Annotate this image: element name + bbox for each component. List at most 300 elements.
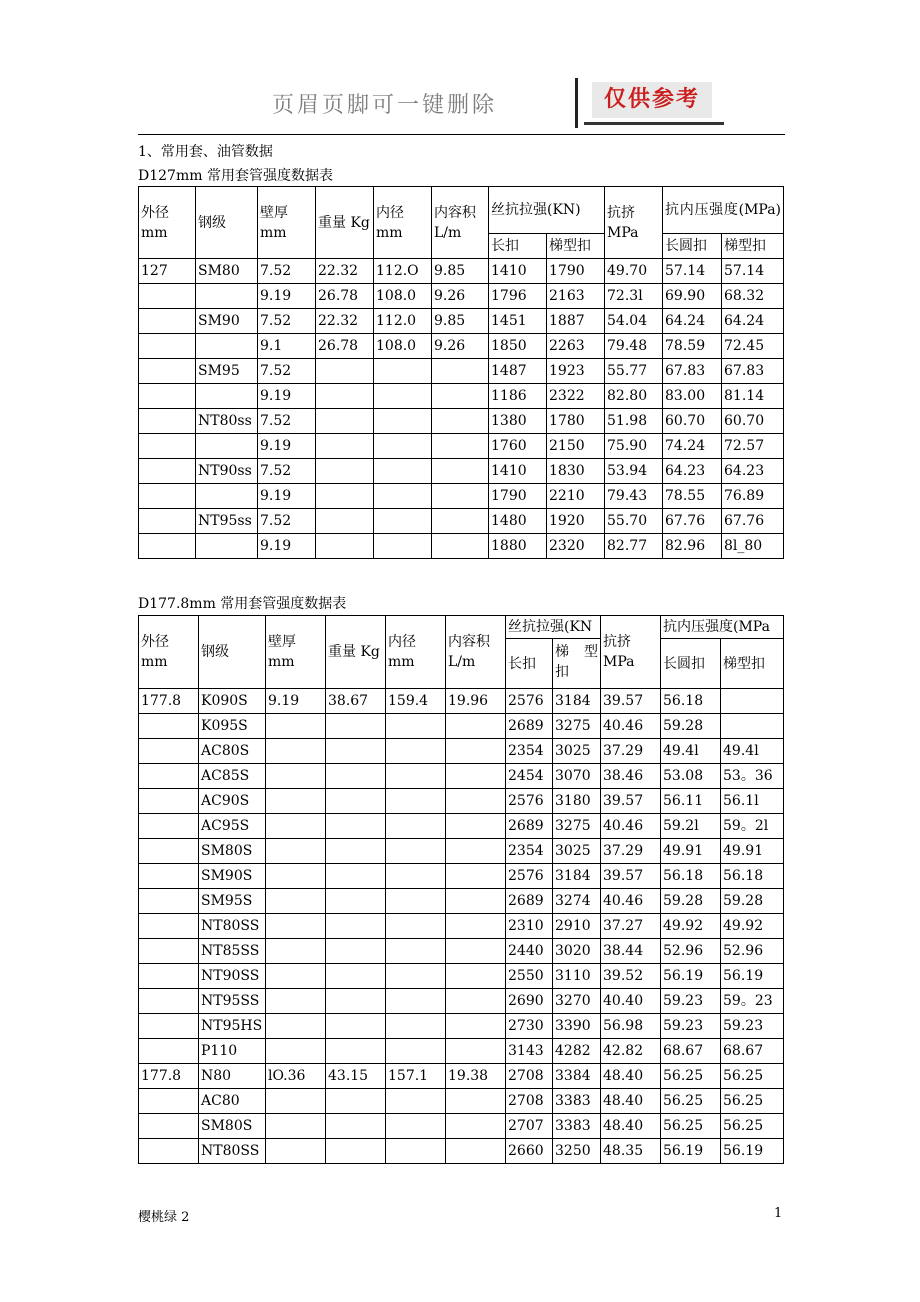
- cell-capacity: 19.96: [446, 689, 506, 714]
- cell-tensile-long: 2708: [506, 1089, 553, 1114]
- cell-od: [139, 814, 199, 839]
- cell-tensile-buttress: 3275: [553, 814, 601, 839]
- header-id: 内径 mm: [386, 616, 446, 689]
- cell-od: [139, 509, 196, 534]
- cell-tensile-long: 2454: [506, 764, 553, 789]
- cell-inner-diameter: [386, 914, 446, 939]
- cell-grade: NT90SS: [199, 964, 266, 989]
- table-row: [139, 889, 784, 914]
- table-row: [139, 1014, 784, 1039]
- cell-capacity: [432, 434, 489, 459]
- cell-wall: 7.52: [258, 459, 316, 484]
- cell-inner-diameter: [386, 714, 446, 739]
- cell-wall: 7.52: [258, 259, 316, 284]
- cell-burst-long-round: 59.23: [661, 1014, 721, 1039]
- cell-tensile-long: 2354: [506, 739, 553, 764]
- cell-collapse: 54.04: [605, 309, 663, 334]
- cell-od: [139, 309, 196, 334]
- cell-tensile-long: 1451: [489, 309, 547, 334]
- header-grade: 钢级: [199, 616, 266, 689]
- cell-tensile-buttress: 1923: [547, 359, 605, 384]
- cell-weight: 43.15: [326, 1064, 386, 1089]
- stamp-underline: [584, 122, 724, 125]
- table-row: [139, 259, 784, 284]
- cell-grade: [196, 384, 258, 409]
- header-divider: [575, 78, 578, 128]
- cell-burst-buttress: 8l_80: [722, 534, 784, 559]
- casing-strength-table-d177-8: [138, 615, 784, 1164]
- cell-od: 177.8: [139, 689, 199, 714]
- cell-burst-long-round: 68.67: [661, 1039, 721, 1064]
- cell-inner-diameter: [386, 1039, 446, 1064]
- cell-tensile-long: 2310: [506, 914, 553, 939]
- cell-wall: [266, 1014, 326, 1039]
- table-row: [139, 864, 784, 889]
- cell-wall: 7.52: [258, 359, 316, 384]
- cell-inner-diameter: [386, 739, 446, 764]
- cell-inner-diameter: [386, 839, 446, 864]
- cell-capacity: 9.85: [432, 259, 489, 284]
- cell-burst-buttress: 56.25: [721, 1064, 784, 1089]
- table-row: [139, 714, 784, 739]
- cell-tensile-buttress: 1780: [547, 409, 605, 434]
- cell-wall: [266, 839, 326, 864]
- header-wall: 壁厚 mm: [258, 187, 316, 259]
- cell-wall: [266, 1139, 326, 1164]
- cell-weight: [316, 534, 374, 559]
- cell-wall: [266, 789, 326, 814]
- table-row: [139, 359, 784, 384]
- cell-grade: SM95: [196, 359, 258, 384]
- cell-grade: SM80: [196, 259, 258, 284]
- cell-collapse: 48.40: [601, 1064, 661, 1089]
- cell-inner-diameter: [386, 1014, 446, 1039]
- cell-od: [139, 334, 196, 359]
- cell-burst-long-round: 59.28: [661, 889, 721, 914]
- cell-capacity: 19.38: [446, 1064, 506, 1089]
- header-tensile: 丝抗拉强(KN: [506, 616, 601, 639]
- cell-burst-buttress: 81.14: [722, 384, 784, 409]
- cell-burst-long-round: 56.18: [661, 689, 721, 714]
- cell-inner-diameter: [386, 989, 446, 1014]
- cell-weight: [316, 459, 374, 484]
- cell-burst-buttress: 72.45: [722, 334, 784, 359]
- cell-wall: [266, 914, 326, 939]
- casing-strength-table-d127: [138, 186, 784, 559]
- cell-inner-diameter: [386, 939, 446, 964]
- table-row: [139, 1039, 784, 1064]
- cell-tensile-long: 3143: [506, 1039, 553, 1064]
- table-row: [139, 939, 784, 964]
- header-grade: 钢级: [196, 187, 258, 259]
- cell-wall: 7.52: [258, 309, 316, 334]
- table-row: [139, 509, 784, 534]
- cell-tensile-buttress: 1887: [547, 309, 605, 334]
- cell-wall: 9.1: [258, 334, 316, 359]
- cell-tensile-long: 1480: [489, 509, 547, 534]
- cell-weight: [326, 964, 386, 989]
- cell-grade: AC90S: [199, 789, 266, 814]
- cell-tensile-long: 2689: [506, 889, 553, 914]
- cell-tensile-long: 2660: [506, 1139, 553, 1164]
- cell-capacity: [432, 534, 489, 559]
- cell-od: [139, 839, 199, 864]
- cell-tensile-long: 1380: [489, 409, 547, 434]
- cell-burst-buttress: 52.96: [721, 939, 784, 964]
- table-row: [139, 284, 784, 309]
- cell-weight: 22.32: [316, 309, 374, 334]
- cell-burst-buttress: 59.28: [721, 889, 784, 914]
- cell-collapse: 40.46: [601, 889, 661, 914]
- cell-burst-long-round: 56.25: [661, 1089, 721, 1114]
- cell-wall: 7.52: [258, 409, 316, 434]
- cell-burst-buttress: 72.57: [722, 434, 784, 459]
- table-row: [139, 334, 784, 359]
- cell-inner-diameter: [374, 534, 432, 559]
- table-row: [139, 484, 784, 509]
- cell-tensile-buttress: 2163: [547, 284, 605, 309]
- cell-collapse: 40.46: [601, 814, 661, 839]
- cell-capacity: [446, 714, 506, 739]
- cell-burst-long-round: 59.23: [661, 989, 721, 1014]
- cell-wall: [266, 939, 326, 964]
- cell-collapse: 39.52: [601, 964, 661, 989]
- cell-grade: SM80S: [199, 839, 266, 864]
- cell-tensile-long: 2576: [506, 789, 553, 814]
- cell-burst-buttress: 56.25: [721, 1114, 784, 1139]
- cell-burst-long-round: 64.24: [663, 309, 722, 334]
- cell-burst-long-round: 82.96: [663, 534, 722, 559]
- header-long-round: 长圆扣: [661, 639, 721, 689]
- cell-capacity: [446, 764, 506, 789]
- cell-capacity: [432, 409, 489, 434]
- cell-capacity: [446, 1089, 506, 1114]
- cell-od: [139, 889, 199, 914]
- cell-wall: 9.19: [258, 284, 316, 309]
- cell-tensile-buttress: 2322: [547, 384, 605, 409]
- cell-tensile-long: 2689: [506, 714, 553, 739]
- cell-grade: AC85S: [199, 764, 266, 789]
- cell-capacity: [446, 989, 506, 1014]
- cell-weight: [326, 839, 386, 864]
- cell-collapse: 75.90: [605, 434, 663, 459]
- cell-od: [139, 359, 196, 384]
- cell-burst-buttress: 49.91: [721, 839, 784, 864]
- cell-wall: [266, 864, 326, 889]
- section-title: 1、常用套、油管数据: [138, 144, 273, 160]
- cell-capacity: [432, 384, 489, 409]
- cell-collapse: 37.29: [601, 739, 661, 764]
- table-row: [139, 1089, 784, 1114]
- cell-capacity: [446, 739, 506, 764]
- cell-inner-diameter: [374, 409, 432, 434]
- cell-inner-diameter: [386, 864, 446, 889]
- table-row: [139, 459, 784, 484]
- cell-inner-diameter: [386, 814, 446, 839]
- cell-burst-buttress: 56.25: [721, 1089, 784, 1114]
- table-row: [139, 1139, 784, 1164]
- cell-burst-long-round: 60.70: [663, 409, 722, 434]
- cell-burst-buttress: 56.1l: [721, 789, 784, 814]
- cell-tensile-long: 1850: [489, 334, 547, 359]
- cell-weight: [326, 1039, 386, 1064]
- cell-weight: [326, 889, 386, 914]
- table-row: [139, 739, 784, 764]
- table-row: [139, 384, 784, 409]
- cell-burst-buttress: [721, 714, 784, 739]
- cell-wall: 9.19: [258, 384, 316, 409]
- cell-burst-long-round: 57.14: [663, 259, 722, 284]
- cell-wall: lO.36: [266, 1064, 326, 1089]
- cell-burst-buttress: 49.4l: [721, 739, 784, 764]
- cell-capacity: 9.26: [432, 284, 489, 309]
- cell-od: [139, 739, 199, 764]
- cell-inner-diameter: 112.0: [374, 309, 432, 334]
- cell-grade: SM90S: [199, 864, 266, 889]
- table-row: [139, 309, 784, 334]
- cell-tensile-buttress: 3383: [553, 1089, 601, 1114]
- cell-wall: [266, 1114, 326, 1139]
- cell-inner-diameter: [386, 1114, 446, 1139]
- cell-wall: 9.19: [258, 484, 316, 509]
- cell-tensile-buttress: 3070: [553, 764, 601, 789]
- cell-tensile-long: 1760: [489, 434, 547, 459]
- cell-collapse: 37.29: [601, 839, 661, 864]
- cell-od: [139, 939, 199, 964]
- cell-tensile-buttress: 3020: [553, 939, 601, 964]
- cell-inner-diameter: [374, 484, 432, 509]
- cell-tensile-buttress: 1790: [547, 259, 605, 284]
- cell-weight: 22.32: [316, 259, 374, 284]
- cell-collapse: 48.40: [601, 1114, 661, 1139]
- table-row: [139, 964, 784, 989]
- cell-collapse: 82.77: [605, 534, 663, 559]
- header-long-thread: 长扣: [506, 639, 553, 689]
- cell-capacity: [432, 359, 489, 384]
- cell-od: [139, 459, 196, 484]
- cell-burst-buttress: 64.23: [722, 459, 784, 484]
- cell-collapse: 48.35: [601, 1139, 661, 1164]
- cell-od: [139, 989, 199, 1014]
- cell-weight: [326, 914, 386, 939]
- cell-weight: [326, 714, 386, 739]
- cell-tensile-buttress: 2210: [547, 484, 605, 509]
- cell-burst-long-round: 49.92: [661, 914, 721, 939]
- cell-inner-diameter: [386, 1139, 446, 1164]
- cell-weight: [326, 1139, 386, 1164]
- cell-tensile-long: 2576: [506, 864, 553, 889]
- cell-burst-long-round: 69.90: [663, 284, 722, 309]
- cell-od: [139, 434, 196, 459]
- cell-weight: [316, 434, 374, 459]
- cell-capacity: [446, 964, 506, 989]
- cell-burst-long-round: 52.96: [661, 939, 721, 964]
- table-row: [139, 989, 784, 1014]
- cell-tensile-long: 1790: [489, 484, 547, 509]
- header-weight: 重量 Kg: [326, 616, 386, 689]
- cell-tensile-long: 2354: [506, 839, 553, 864]
- cell-capacity: [432, 509, 489, 534]
- cell-tensile-long: 2689: [506, 814, 553, 839]
- header-weight: 重量 Kg: [316, 187, 374, 259]
- cell-burst-long-round: 56.19: [661, 1139, 721, 1164]
- reference-stamp: 仅供参考: [592, 82, 712, 118]
- cell-burst-long-round: 67.83: [663, 359, 722, 384]
- cell-burst-long-round: 83.00: [663, 384, 722, 409]
- cell-burst-long-round: 78.55: [663, 484, 722, 509]
- table-row: [139, 914, 784, 939]
- cell-inner-diameter: [374, 509, 432, 534]
- cell-tensile-buttress: 3180: [553, 789, 601, 814]
- table-row: [139, 534, 784, 559]
- page-header-text: 页眉页脚可一键删除: [272, 93, 498, 118]
- cell-inner-diameter: 108.0: [374, 284, 432, 309]
- cell-burst-buttress: 67.76: [722, 509, 784, 534]
- cell-burst-buttress: 68.32: [722, 284, 784, 309]
- cell-collapse: 49.70: [605, 259, 663, 284]
- cell-inner-diameter: [386, 964, 446, 989]
- cell-burst-buttress: 59.23: [721, 1014, 784, 1039]
- cell-burst-buttress: 56.19: [721, 1139, 784, 1164]
- cell-tensile-buttress: 3390: [553, 1014, 601, 1039]
- table-row: [139, 409, 784, 434]
- cell-capacity: [446, 1039, 506, 1064]
- cell-collapse: 42.82: [601, 1039, 661, 1064]
- cell-grade: [196, 484, 258, 509]
- cell-burst-long-round: 59.28: [661, 714, 721, 739]
- cell-grade: SM80S: [199, 1114, 266, 1139]
- cell-tensile-buttress: 3384: [553, 1064, 601, 1089]
- cell-capacity: [432, 484, 489, 509]
- header-od: 外径 mm: [139, 187, 196, 259]
- cell-wall: [266, 714, 326, 739]
- cell-grade: NT95ss: [196, 509, 258, 534]
- cell-od: [139, 409, 196, 434]
- cell-collapse: 79.43: [605, 484, 663, 509]
- cell-capacity: [446, 839, 506, 864]
- cell-collapse: 72.3l: [605, 284, 663, 309]
- cell-burst-buttress: 59。23: [721, 989, 784, 1014]
- cell-capacity: [446, 889, 506, 914]
- cell-tensile-long: 2690: [506, 989, 553, 1014]
- header-long-round: 长圆扣: [663, 234, 722, 259]
- cell-tensile-buttress: 2320: [547, 534, 605, 559]
- header-buttress-burst: 梯型扣: [721, 639, 784, 689]
- cell-collapse: 39.57: [601, 864, 661, 889]
- cell-burst-buttress: 76.89: [722, 484, 784, 509]
- cell-collapse: 39.57: [601, 689, 661, 714]
- header-rule: [138, 134, 785, 135]
- cell-burst-long-round: 56.18: [661, 864, 721, 889]
- cell-capacity: 9.85: [432, 309, 489, 334]
- cell-inner-diameter: [374, 434, 432, 459]
- cell-od: [139, 1039, 199, 1064]
- cell-grade: [196, 284, 258, 309]
- cell-burst-buttress: 49.92: [721, 914, 784, 939]
- cell-tensile-buttress: 2263: [547, 334, 605, 359]
- cell-tensile-long: 1487: [489, 359, 547, 384]
- cell-tensile-buttress: 3025: [553, 739, 601, 764]
- cell-tensile-buttress: 3110: [553, 964, 601, 989]
- header-id: 内径 mm: [374, 187, 432, 259]
- cell-inner-diameter: [386, 889, 446, 914]
- cell-od: 127: [139, 259, 196, 284]
- cell-burst-buttress: 67.83: [722, 359, 784, 384]
- header-long-thread: 长扣: [489, 234, 547, 259]
- cell-burst-long-round: 53.08: [661, 764, 721, 789]
- cell-wall: [266, 814, 326, 839]
- page-number: 1: [774, 1206, 783, 1221]
- cell-burst-buttress: 59。2l: [721, 814, 784, 839]
- cell-od: [139, 1089, 199, 1114]
- cell-weight: [326, 1114, 386, 1139]
- cell-od: [139, 484, 196, 509]
- cell-weight: [316, 409, 374, 434]
- cell-grade: K095S: [199, 714, 266, 739]
- cell-od: [139, 714, 199, 739]
- cell-grade: [196, 534, 258, 559]
- table-row: [139, 434, 784, 459]
- cell-od: [139, 914, 199, 939]
- cell-capacity: [446, 914, 506, 939]
- cell-od: [139, 1139, 199, 1164]
- cell-tensile-buttress: 4282: [553, 1039, 601, 1064]
- cell-inner-diameter: [374, 359, 432, 384]
- cell-burst-long-round: 49.91: [661, 839, 721, 864]
- cell-burst-long-round: 67.76: [663, 509, 722, 534]
- cell-burst-long-round: 78.59: [663, 334, 722, 359]
- cell-grade: [196, 334, 258, 359]
- cell-tensile-long: 1410: [489, 459, 547, 484]
- footer-left-text: 樱桃绿 2: [138, 1210, 190, 1225]
- cell-tensile-buttress: 3250: [553, 1139, 601, 1164]
- cell-capacity: [432, 459, 489, 484]
- cell-inner-diameter: [374, 384, 432, 409]
- cell-grade: K090S: [199, 689, 266, 714]
- cell-tensile-buttress: 3275: [553, 714, 601, 739]
- cell-collapse: 55.77: [605, 359, 663, 384]
- header-collapse: 抗挤 MPa: [601, 616, 661, 689]
- cell-tensile-long: 1186: [489, 384, 547, 409]
- cell-wall: [266, 739, 326, 764]
- cell-tensile-buttress: 3274: [553, 889, 601, 914]
- cell-weight: [316, 484, 374, 509]
- header-burst: 抗内压强度(MPa): [663, 187, 784, 234]
- cell-capacity: [446, 1139, 506, 1164]
- cell-weight: 38.67: [326, 689, 386, 714]
- cell-collapse: 48.40: [601, 1089, 661, 1114]
- table1-title: D127mm 常用套管强度数据表: [138, 168, 333, 184]
- cell-od: 177.8: [139, 1064, 199, 1089]
- cell-tensile-buttress: 1830: [547, 459, 605, 484]
- cell-tensile-long: 2576: [506, 689, 553, 714]
- table-row: [139, 789, 784, 814]
- cell-grade: NT80SS: [199, 1139, 266, 1164]
- cell-weight: [326, 939, 386, 964]
- cell-grade: NT80SS: [199, 914, 266, 939]
- cell-weight: [316, 359, 374, 384]
- cell-grade: SM95S: [199, 889, 266, 914]
- cell-grade: P110: [199, 1039, 266, 1064]
- header-collapse: 抗挤 MPa: [605, 187, 663, 259]
- cell-tensile-buttress: 2150: [547, 434, 605, 459]
- cell-grade: NT80ss: [196, 409, 258, 434]
- cell-tensile-buttress: 3270: [553, 989, 601, 1014]
- header-capacity: 内容积 L/m: [446, 616, 506, 689]
- cell-od: [139, 864, 199, 889]
- cell-weight: [316, 384, 374, 409]
- cell-inner-diameter: 112.O: [374, 259, 432, 284]
